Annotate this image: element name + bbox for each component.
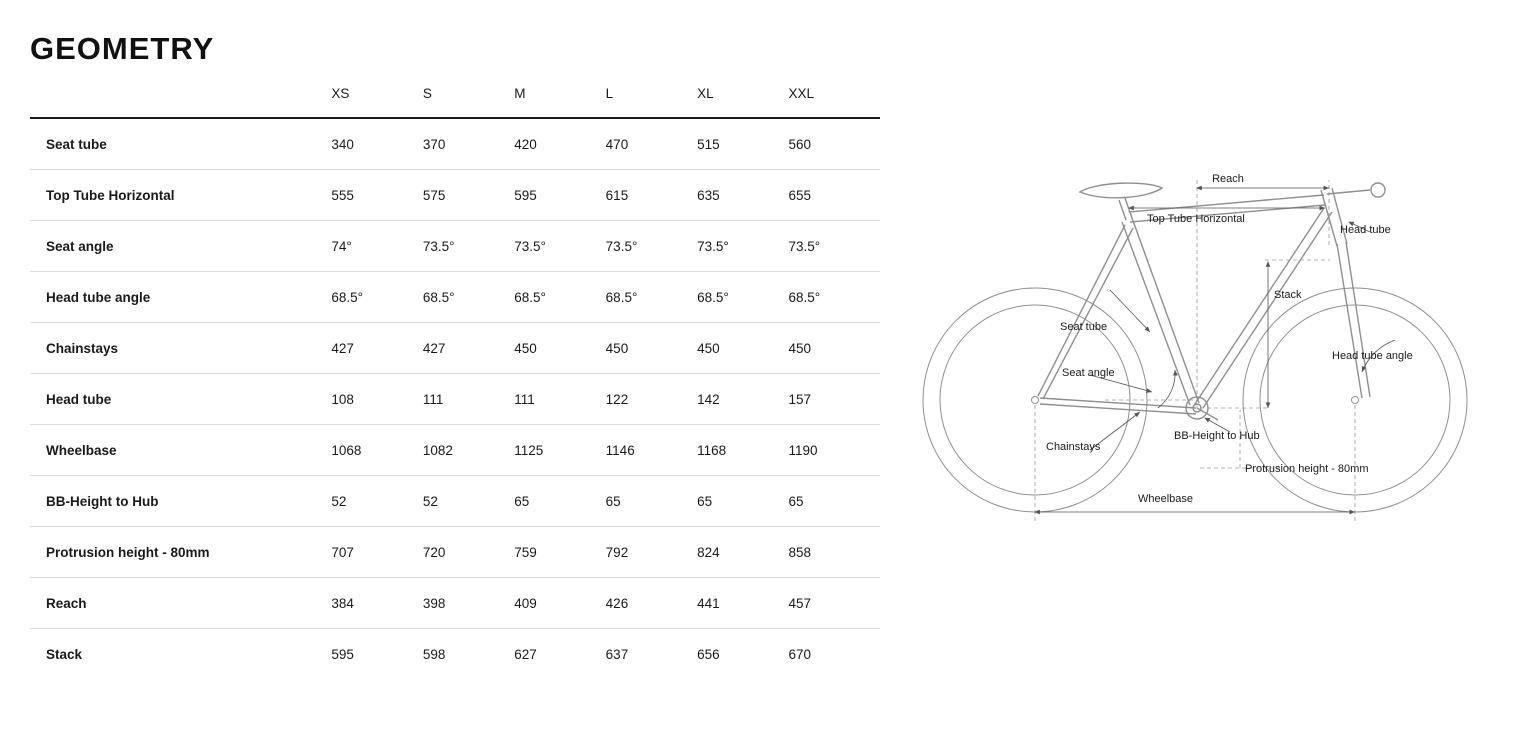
cell-m: 111 bbox=[514, 374, 605, 425]
cell-m: 409 bbox=[514, 578, 605, 629]
cell-xxl: 65 bbox=[789, 476, 880, 527]
table-row bbox=[30, 374, 880, 425]
column-header-blank bbox=[30, 86, 331, 118]
column-header-m: M bbox=[514, 86, 526, 101]
table-row bbox=[30, 476, 880, 527]
cell-l: 450 bbox=[606, 323, 697, 374]
table-row bbox=[30, 118, 880, 170]
cell-l: 615 bbox=[606, 170, 697, 221]
cell-m: 627 bbox=[514, 647, 537, 662]
cell-xxl: 1190 bbox=[789, 425, 880, 476]
cell-xl: 635 bbox=[697, 170, 788, 221]
table-row bbox=[30, 323, 880, 374]
cell-s: 111 bbox=[423, 374, 514, 425]
table-row bbox=[30, 170, 880, 221]
label-top-tube-horizontal: Top Tube Horizontal bbox=[1147, 213, 1245, 225]
cell-l: 73.5° bbox=[606, 221, 697, 272]
cell-s: 1082 bbox=[423, 425, 514, 476]
cell-xl: 73.5° bbox=[697, 221, 788, 272]
cell-l: 68.5° bbox=[606, 272, 697, 323]
cell-xl: 1168 bbox=[697, 425, 788, 476]
cell-m: 73.5° bbox=[514, 221, 605, 272]
label-stack: Stack bbox=[1274, 289, 1302, 301]
row-label: Protrusion height - 80mm bbox=[30, 527, 331, 578]
cell-xs: 384 bbox=[331, 578, 422, 629]
row-label: Head tube bbox=[30, 374, 331, 425]
cell-xs: 1068 bbox=[331, 425, 422, 476]
label-reach: Reach bbox=[1212, 173, 1244, 185]
row-label: Seat angle bbox=[30, 221, 331, 272]
table-row bbox=[30, 425, 880, 476]
column-header-s: S bbox=[422, 86, 432, 101]
cell-l: 637 bbox=[605, 647, 629, 662]
cell-xs: 427 bbox=[331, 323, 422, 374]
row-label: Stack bbox=[46, 647, 83, 662]
row-label: Wheelbase bbox=[30, 425, 331, 476]
cell-m: 65 bbox=[514, 476, 605, 527]
column-header-xl: XL bbox=[697, 86, 714, 101]
cell-xxl: 655 bbox=[789, 170, 880, 221]
cell-xl: 515 bbox=[697, 118, 788, 170]
cell-xxl: 157 bbox=[789, 374, 880, 425]
cell-m: 1125 bbox=[514, 425, 605, 476]
label-seat-tube: Seat tube bbox=[1060, 321, 1108, 333]
cell-xs: 555 bbox=[331, 170, 422, 221]
cell-xs: 52 bbox=[331, 476, 422, 527]
cell-xl: 65 bbox=[697, 476, 788, 527]
cell-xl: 450 bbox=[697, 323, 788, 374]
cell-xs: 74° bbox=[331, 221, 422, 272]
cell-l: 426 bbox=[606, 578, 697, 629]
label-head-tube: Head tube bbox=[1340, 224, 1391, 236]
bike-wheels bbox=[923, 288, 1467, 512]
cell-xxl: 560 bbox=[789, 118, 880, 170]
table-row bbox=[30, 272, 880, 323]
row-label: Seat tube bbox=[30, 118, 331, 170]
column-header-xs: XS bbox=[331, 86, 350, 101]
column-header-xxl: XXL bbox=[788, 86, 815, 101]
cell-l: 1146 bbox=[606, 425, 697, 476]
cell-m: 595 bbox=[514, 170, 605, 221]
cell-s: 73.5° bbox=[423, 221, 514, 272]
table-row bbox=[30, 527, 880, 578]
cell-xxl: 68.5° bbox=[789, 272, 880, 323]
bike-geometry-diagram bbox=[900, 150, 1520, 550]
row-label: Top Tube Horizontal bbox=[30, 170, 331, 221]
cell-xl: 142 bbox=[697, 374, 788, 425]
cell-m: 420 bbox=[514, 118, 605, 170]
table-row bbox=[30, 629, 880, 680]
label-head-tube-angle: Head tube angle bbox=[1332, 350, 1413, 362]
table-row bbox=[30, 578, 880, 629]
row-label: BB-Height to Hub bbox=[30, 476, 331, 527]
cell-m: 759 bbox=[514, 527, 605, 578]
cell-l: 470 bbox=[606, 118, 697, 170]
row-label: Head tube angle bbox=[30, 272, 331, 323]
table-header bbox=[30, 86, 880, 118]
table-row bbox=[30, 221, 880, 272]
cell-xxl: 670 bbox=[788, 647, 812, 662]
cell-xs: 68.5° bbox=[331, 272, 422, 323]
column-header-l: L bbox=[605, 86, 614, 101]
cell-xxl: 858 bbox=[789, 527, 880, 578]
cell-xs: 108 bbox=[331, 374, 422, 425]
cell-s: 427 bbox=[423, 323, 514, 374]
cell-m: 450 bbox=[514, 323, 605, 374]
table-body bbox=[30, 118, 880, 679]
row-label: Chainstays bbox=[30, 323, 331, 374]
cell-s: 370 bbox=[423, 118, 514, 170]
cell-s: 720 bbox=[423, 527, 514, 578]
cell-xxl: 73.5° bbox=[789, 221, 880, 272]
cell-m: 68.5° bbox=[514, 272, 605, 323]
table-header-row bbox=[30, 86, 880, 118]
cell-xs: 340 bbox=[331, 118, 422, 170]
cell-l: 65 bbox=[606, 476, 697, 527]
cell-s: 68.5° bbox=[423, 272, 514, 323]
cell-s: 398 bbox=[423, 578, 514, 629]
cell-xl: 656 bbox=[697, 647, 720, 662]
label-bb-height-to-hub: BB-Height to Hub bbox=[1174, 430, 1260, 442]
cell-xs: 707 bbox=[331, 527, 422, 578]
cell-s: 52 bbox=[423, 476, 514, 527]
cell-s: 598 bbox=[422, 647, 446, 662]
label-seat-angle: Seat angle bbox=[1062, 367, 1115, 379]
cell-xl: 68.5° bbox=[697, 272, 788, 323]
diagram-labels bbox=[1046, 173, 1413, 505]
cell-xxl: 450 bbox=[789, 323, 880, 374]
label-wheelbase: Wheelbase bbox=[1138, 493, 1194, 505]
geometry-table-container bbox=[30, 86, 880, 679]
row-label: Reach bbox=[30, 578, 331, 629]
page-title: GEOMETRY bbox=[30, 31, 215, 66]
cell-s: 575 bbox=[423, 170, 514, 221]
cell-xl: 441 bbox=[697, 578, 788, 629]
cell-xs: 595 bbox=[331, 647, 354, 662]
label-protrusion-height: Protrusion height - 80mm bbox=[1245, 463, 1369, 475]
cell-l: 122 bbox=[606, 374, 697, 425]
cell-xxl: 457 bbox=[789, 578, 880, 629]
cell-l: 792 bbox=[606, 527, 697, 578]
label-chainstays: Chainstays bbox=[1046, 441, 1101, 453]
geometry-table bbox=[30, 86, 880, 679]
cell-xl: 824 bbox=[697, 527, 788, 578]
